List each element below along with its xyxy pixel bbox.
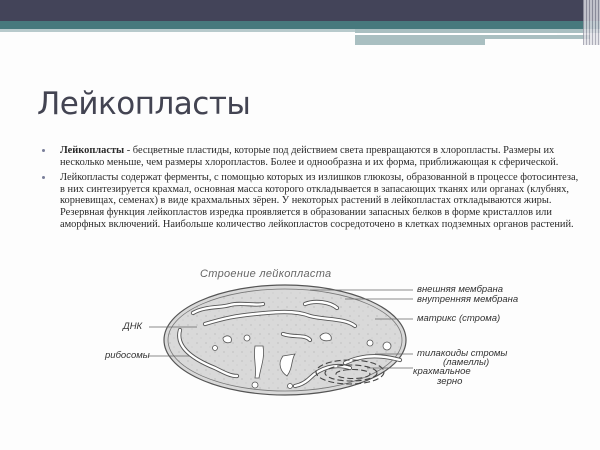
- slide-title: Лейкопласты: [37, 86, 251, 122]
- label-outer-membrane: внешняя мембрана: [417, 284, 503, 295]
- header-band-dark: [0, 0, 600, 21]
- bullet-icon: [42, 176, 45, 179]
- label-grain: зерно: [437, 376, 463, 387]
- leucoplast-diagram: [105, 268, 545, 398]
- label-lamellae: (ламеллы): [443, 357, 490, 368]
- bullet-icon: [42, 149, 45, 152]
- bullet-list: [40, 145, 580, 234]
- label-starch-grain: крахмальное: [413, 366, 471, 377]
- diagram-title: Строение лейкопласта: [200, 268, 332, 280]
- header-accent-bar: [355, 39, 485, 45]
- label-inner-membrane: внутренняя мембрана: [417, 294, 519, 305]
- label-ribosomes: рибосомы: [105, 350, 150, 361]
- bullet-item: [40, 172, 580, 230]
- bullet-text: - бесцветные пластиды, которые под действием света превращаются в хлоропласты. Размеры их несколько меньше, чем размеры хлоропластов. Более и однообразна и их форма, приближающая к сферической.: [60, 145, 559, 168]
- bullet-text: Лейкопласты содержат ферменты, с помощью которых из излишков глюкозы, образованной в процессе фотосинтеза, в них синтезируется крахмал, основная масса которого откладывается в запасающих тканях или органах (клубнях, корневищах, семенах) в виде крахмальных зёрен. У некоторых растений в лейкопластах откладываются жиры. Резервная функция лейкопластов изредка проявляется в образовании запасных белков в форме кристаллов или аморфных включений. Наибольше количество лейкопластов сосредоточено в клетках подземных органов растений.: [60, 172, 579, 230]
- header-stripes-decoration: [583, 0, 600, 45]
- label-matrix: матрикс (строма): [417, 313, 501, 324]
- bullet-item: [40, 145, 580, 168]
- header-divider-left: [0, 29, 355, 32]
- bullet-term: Лейкопласты: [60, 145, 125, 156]
- label-dna: ДНК: [123, 321, 143, 332]
- header-band-teal: [0, 21, 600, 29]
- label-thylakoids: тилакоиды стромы: [417, 348, 508, 359]
